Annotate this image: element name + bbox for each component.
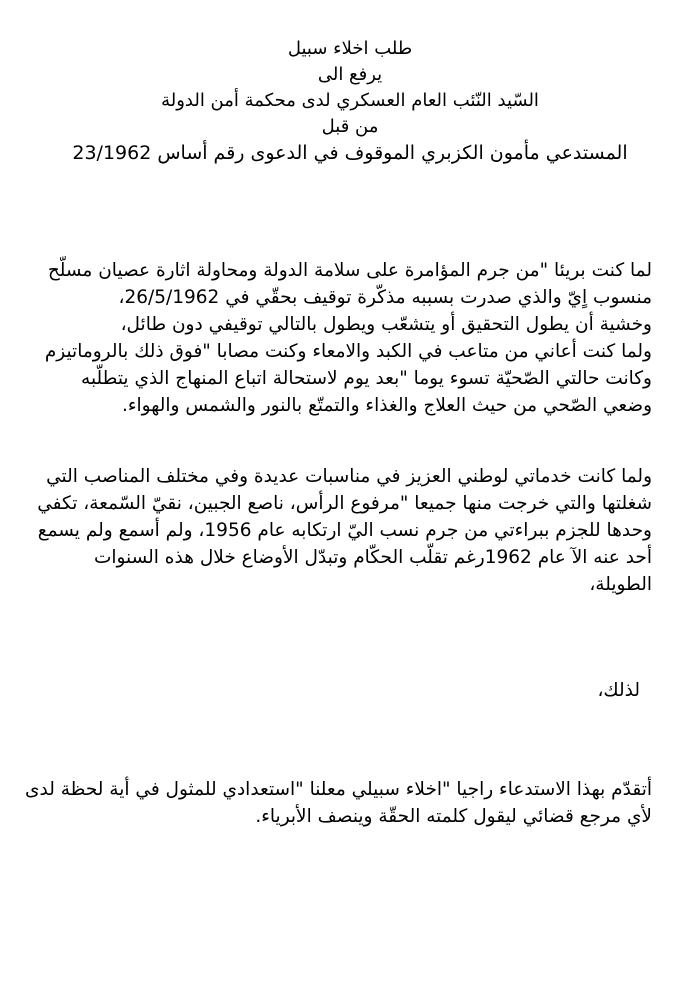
text-line: شغلتها والتي خرجت منها جميعا "مرفوع الرأس، ناصع الجبين، نقيّ السّمعة، تكفي [37, 493, 652, 514]
text-line: وضعي الصّحي من حيث العلاج والغذاء والتمتّع بالنور والشمس والهواء. [121, 395, 652, 416]
text-line: ولما كانت خدماتي لوطني العزيز في مناسبات عديدة وفي مختلف المناصب التي [46, 466, 652, 487]
header-from: من قبل [321, 116, 379, 137]
text-line: أحد عنه الآ عام 1962رغم تقلّب الحكّام وتبدّل الأوضاع خلال هذه السنوات [93, 547, 652, 568]
text-line: لذلك، [597, 680, 640, 701]
paragraph-innocence-health [44, 257, 652, 419]
paragraph-service-record [37, 463, 652, 598]
text-line: وحدها للجزم ببراءتي من جرم نسب اليّ ارتكابه عام 1956، ولم أسمع ولم يسمع [37, 520, 652, 541]
text-line: وخشية أن يطول التحقيق أو يتشعّب ويطول بالتالي توقيفي دون طائل، [120, 314, 652, 335]
text-line: لما كنت بريئا "من جرم المؤامرة على سلامة الدولة ومحاولة اثارة عصيان مسلّح [47, 260, 652, 281]
text-line: لأي مرجع قضائي ليقول كلمته الحقّة وينصف الأبرياء. [255, 806, 652, 827]
document-header [60, 36, 640, 166]
paragraph-request [25, 776, 652, 830]
text-line: الطويلة، [589, 574, 652, 595]
text-line: منسوب اٍيّ والذي صدرت بسببه مذكّرة توقيف بحقّي في 26/5/1962، [118, 287, 652, 308]
text-line: ولما كنت أعاني من متاعب في الكبد والامعاء وكنت مصابا "فوق ذلك بالروماتيزم [44, 341, 652, 362]
header-recipient: السّيد النّئب العام العسكري لدى محكمة أمن الدولة [161, 90, 539, 111]
text-line: أتقدّم بهذا الاستدعاء راجيا "اخلاء سبيلي معلنا "استعدادي للمثول في أية لحظة لدى [25, 779, 652, 800]
header-petitioner: المستدعي مأمون الكزبري الموقوف في الدعوى رقم أساس 23/1962 [72, 142, 628, 164]
header-title: طلب اخلاء سبيل [287, 38, 413, 59]
text-line: وكانت حالتي الصّحيّة تسوء يوما "بعد يوم لاستحالة اتباع المنهاج الذي يتطلّبه [81, 368, 652, 389]
header-submitted-to: يرفع الى [317, 64, 383, 85]
paragraph-therefore [55, 677, 640, 704]
